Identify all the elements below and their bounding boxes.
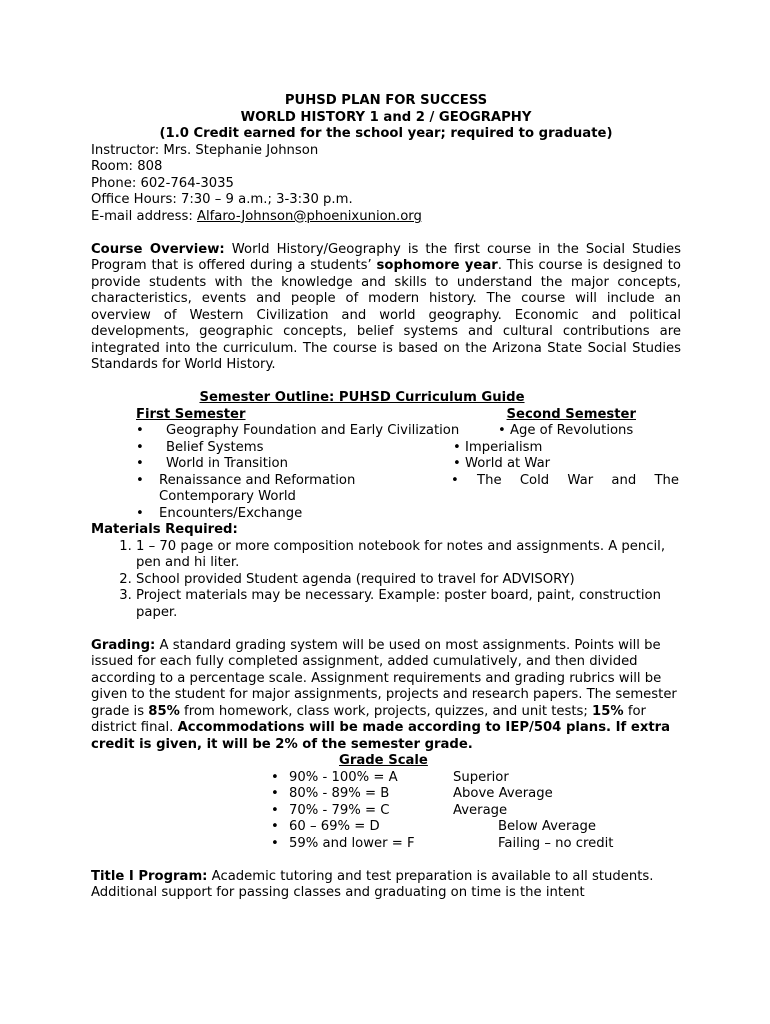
- document-page: [91, 93, 681, 902]
- outline-row: [91, 456, 681, 473]
- outline-row: [91, 473, 681, 490]
- credit-note: (1.0 Credit earned for the school year; required to graduate): [159, 126, 613, 141]
- materials-heading: Materials Required:: [91, 522, 238, 537]
- grade-range: 90% - 100% = A: [289, 769, 398, 785]
- grading-label: Grading:: [91, 637, 156, 653]
- grade-desc: Average: [453, 802, 508, 818]
- second-item: • Age of Revolutions: [498, 423, 634, 438]
- outline-row: [91, 506, 681, 523]
- first-semester-heading: First Semester: [136, 406, 246, 422]
- bullet: •: [136, 423, 144, 438]
- grade-scale: [91, 770, 681, 869]
- grading-text-2: from homework, class work, projects, quizzes, and unit tests;: [179, 703, 593, 719]
- bullet: •: [271, 819, 279, 834]
- bullet: •: [271, 786, 279, 801]
- grading-pct-1: 85%: [148, 703, 180, 719]
- overview-bold: sophomore year: [376, 258, 498, 273]
- grading-text-1: A standard grading system will be used on most assignments. Points will be issued for each fully completed assignment, added cumulatively, and then divided according to a percentage scale. Assignment requirements and grading rubrics will be given to the student for major assignments, projects and research papers. The semester grade is: [91, 637, 677, 719]
- word: The: [477, 472, 502, 488]
- email-label: E-mail address:: [91, 208, 197, 224]
- bullet: •: [136, 439, 144, 455]
- outline-row: [91, 489, 681, 506]
- grade-row: [91, 836, 681, 853]
- grade-row: [91, 786, 681, 803]
- title-i-paragraph: [91, 869, 681, 902]
- second-item: • Imperialism: [453, 439, 543, 455]
- room-line: Room: 808: [91, 159, 163, 174]
- grade-scale-heading-row: [91, 753, 681, 770]
- overview-label: Course Overview:: [91, 241, 225, 257]
- email-line: [91, 209, 681, 226]
- word: War: [567, 472, 594, 488]
- doc-title: PUHSD PLAN FOR SUCCESS: [284, 93, 488, 108]
- grading-text-3: for district final.: [91, 703, 646, 735]
- materials-list: [91, 539, 681, 622]
- grade-range: 80% - 89% = B: [289, 786, 390, 801]
- overview-text-2: . This course is designed to provide students with the knowledge and skills to understand the major concepts, characteristics, events and people of modern history. The course will include an overview of Western Civilization and world geography. Economic and political developments, geographic concepts, belief systems and cultural contributions are integrated into the curriculum. The course is based on the Arizona State Social Studies Standards for World History.: [91, 258, 681, 372]
- bullet: •: [271, 802, 279, 818]
- grading-paragraph: [91, 638, 681, 754]
- email-link[interactable]: Alfaro-Johnson@phoenixunion.org: [196, 208, 422, 224]
- word: •: [451, 472, 459, 488]
- grade-scale-title: Grade Scale: [339, 753, 428, 768]
- first-item: Contemporary World: [159, 489, 296, 504]
- bullet: •: [136, 456, 144, 471]
- materials-item: 3. Project materials may be necessary. Example: poster board, paint, construction paper.: [136, 588, 681, 621]
- grading-bold-end: Accommodations will be made according to IEP/504 plans. If extra credit is given, it will be 2% of the semester grade.: [91, 720, 671, 752]
- overview-text-1: World History/Geography is the first course in the Social Studies Program that is offered during a students’: [91, 241, 681, 273]
- grade-range: 60 – 69% = D: [289, 819, 380, 834]
- second-item-justified: [451, 473, 679, 490]
- outline-row: [91, 440, 681, 457]
- semester-outline-title: Semester Outline: PUHSD Curriculum Guide: [199, 390, 525, 405]
- first-item: Geography Foundation and Early Civilization: [166, 423, 460, 438]
- phone-line: Phone: 602-764-3035: [91, 175, 234, 191]
- grade-row: [91, 819, 681, 836]
- grade-range: 70% - 79% = C: [289, 802, 390, 818]
- word: Cold: [519, 472, 550, 488]
- course-title: WORLD HISTORY 1 and 2 / GEOGRAPHY: [240, 109, 532, 125]
- semester-outline: [91, 423, 681, 522]
- first-item: Encounters/Exchange: [159, 505, 303, 521]
- first-item: World in Transition: [166, 456, 288, 471]
- grade-desc: Superior: [453, 769, 509, 785]
- first-item: Renaissance and Reformation: [159, 472, 356, 488]
- word: and: [611, 472, 637, 488]
- title-i-label: Title I Program:: [91, 868, 208, 884]
- bullet: •: [136, 505, 144, 521]
- bullet: •: [271, 769, 279, 785]
- office-hours-line: Office Hours: 7:30 – 9 a.m.; 3-3:30 p.m.: [91, 192, 353, 207]
- bullet: •: [136, 472, 144, 488]
- title-i-text: Academic tutoring and test preparation is available to all students. Additional support for passing classes and graduating on time is the intent: [91, 868, 654, 900]
- semester-headings: [136, 407, 636, 424]
- course-overview: [91, 242, 681, 374]
- materials-item: 1. 1 – 70 page or more composition notebook for notes and assignments. A pencil, pen and hi liter.: [136, 539, 681, 572]
- grade-row: [91, 803, 681, 820]
- grading-pct-2: 15%: [592, 703, 624, 719]
- grade-desc: Above Average: [453, 786, 553, 801]
- materials-item: 2. School provided Student agenda (required to travel for ADVISORY): [136, 572, 681, 589]
- instructor-line: Instructor: Mrs. Stephanie Johnson: [91, 142, 319, 158]
- word: The: [654, 472, 679, 488]
- grade-desc: Failing – no credit: [498, 835, 614, 851]
- second-semester-heading: Second Semester: [506, 406, 636, 422]
- grade-row: [91, 770, 681, 787]
- grade-desc: Below Average: [498, 819, 597, 834]
- second-item: • World at War: [453, 456, 551, 471]
- outline-row: [91, 423, 681, 440]
- bullet: •: [271, 835, 279, 851]
- grade-range: 59% and lower = F: [289, 835, 415, 851]
- first-item: Belief Systems: [166, 439, 264, 455]
